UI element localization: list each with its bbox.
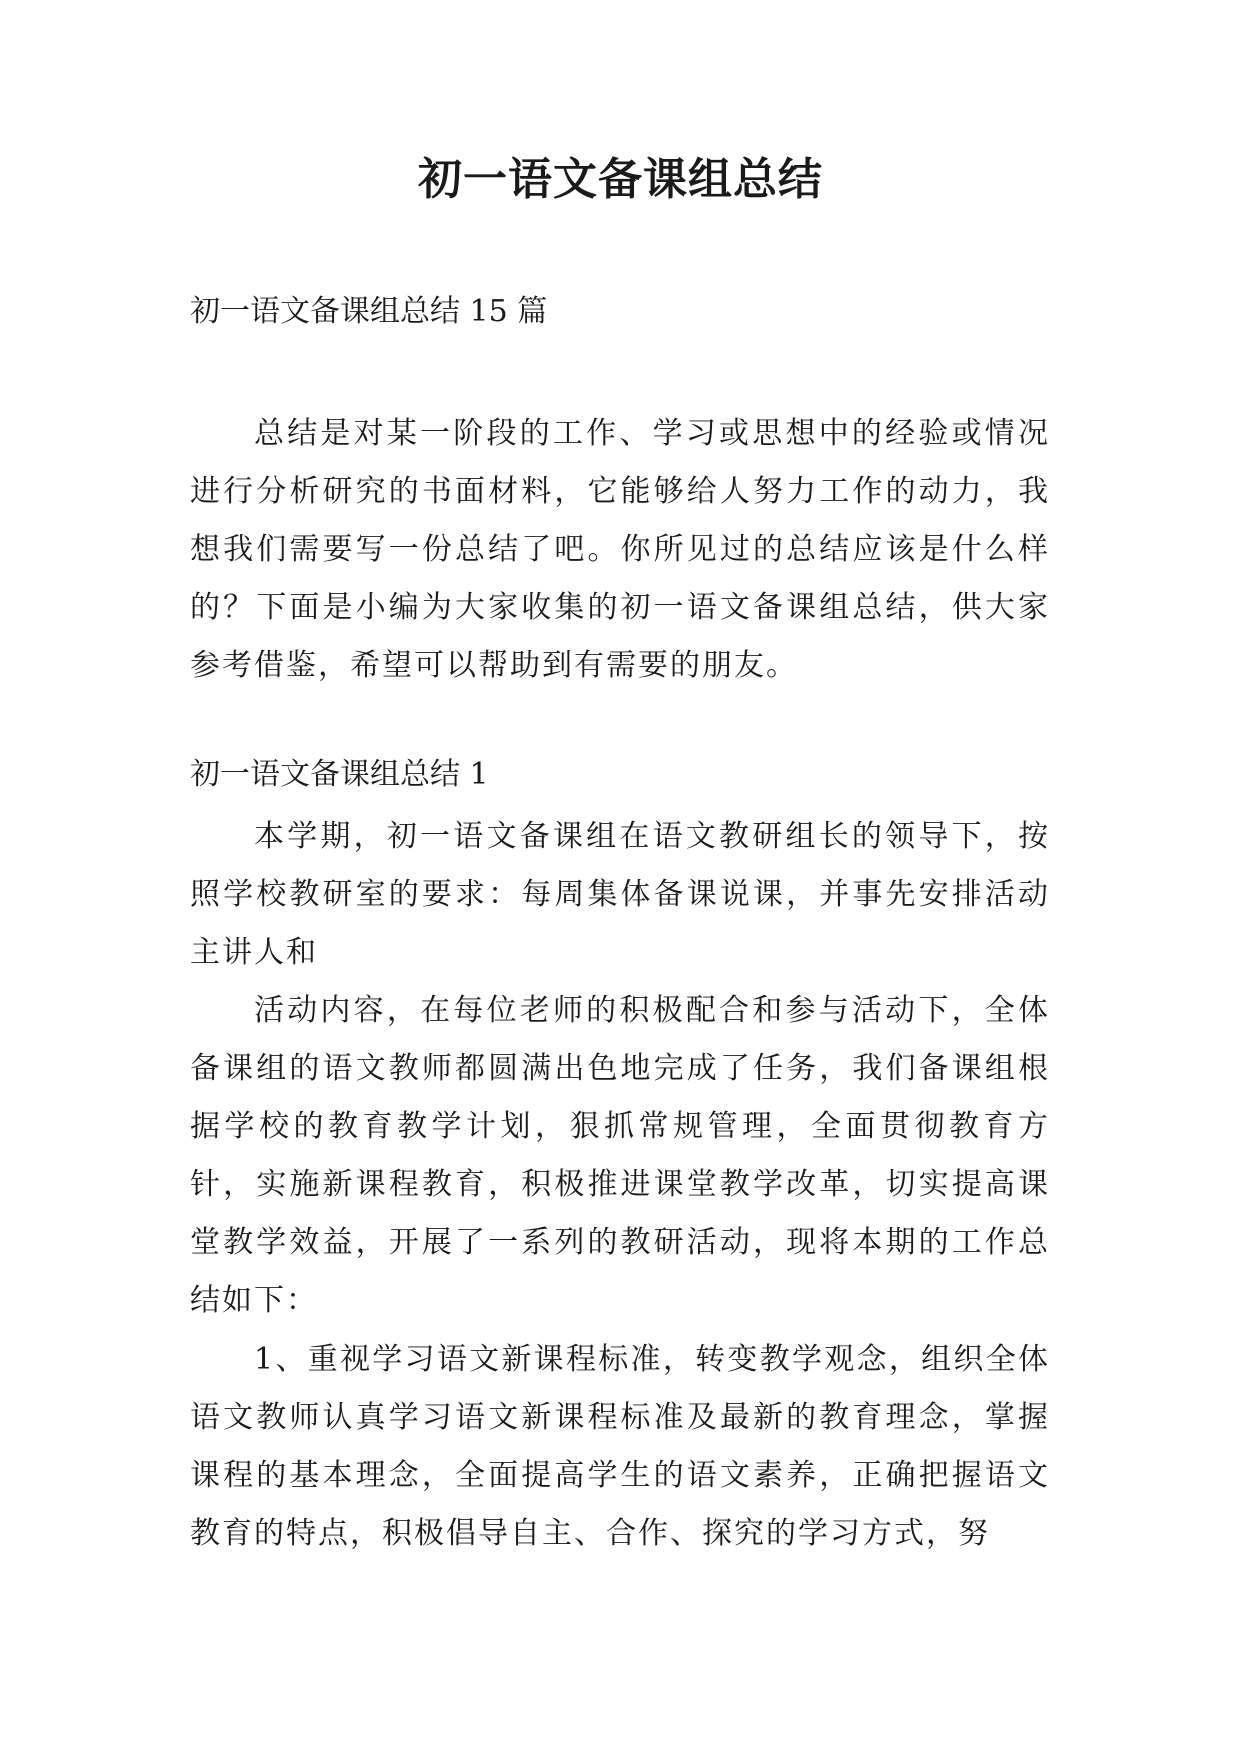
section-paragraph: 本学期，初一语文备课组在语文教研组长的领导下，按照学校教研室的要求：每周集体备课说课，并事先安排活动主讲人和 [190, 819, 1050, 970]
section-paragraph: 活动内容，在每位老师的积极配合和参与活动下，全体备课组的语文教师都圆满出色地完成了任务，我们备课组根据学校的教育教学计划，狠抓常规管理，全面贯彻教育方针，实施新课程教育，积极推进课堂教学改革，切实提高课堂教学效益，开展了一系列的教研活动，现将本期的工作总结如下： [190, 993, 1050, 1318]
section-heading: 初一语文备课组总结 1 [190, 757, 489, 792]
document-title: 初一语文备课组总结 [418, 154, 823, 205]
intro-paragraph: 总结是对某一阶段的工作、学习或思想中的经验或情况进行分析研究的书面材料，它能够给人努力工作的动力，我想我们需要写一份总结了吧。你所见过的总结应该是什么样的？下面是小编为大家收集的初一语文备课组总结，供大家参考借鉴，希望可以帮助到有需要的朋友。 [190, 416, 1050, 683]
document-subtitle: 初一语文备课组总结 15 篇 [190, 294, 548, 329]
section-paragraph: 1、重视学习语文新课程标准，转变教学观念，组织全体语文教师认真学习语文新课程标准及最新的教育理念，掌握课程的基本理念，全面提高学生的语文素养，正确把握语文教育的特点，积极倡导自主、合作、探究的学习方式，努 [190, 1342, 1050, 1551]
